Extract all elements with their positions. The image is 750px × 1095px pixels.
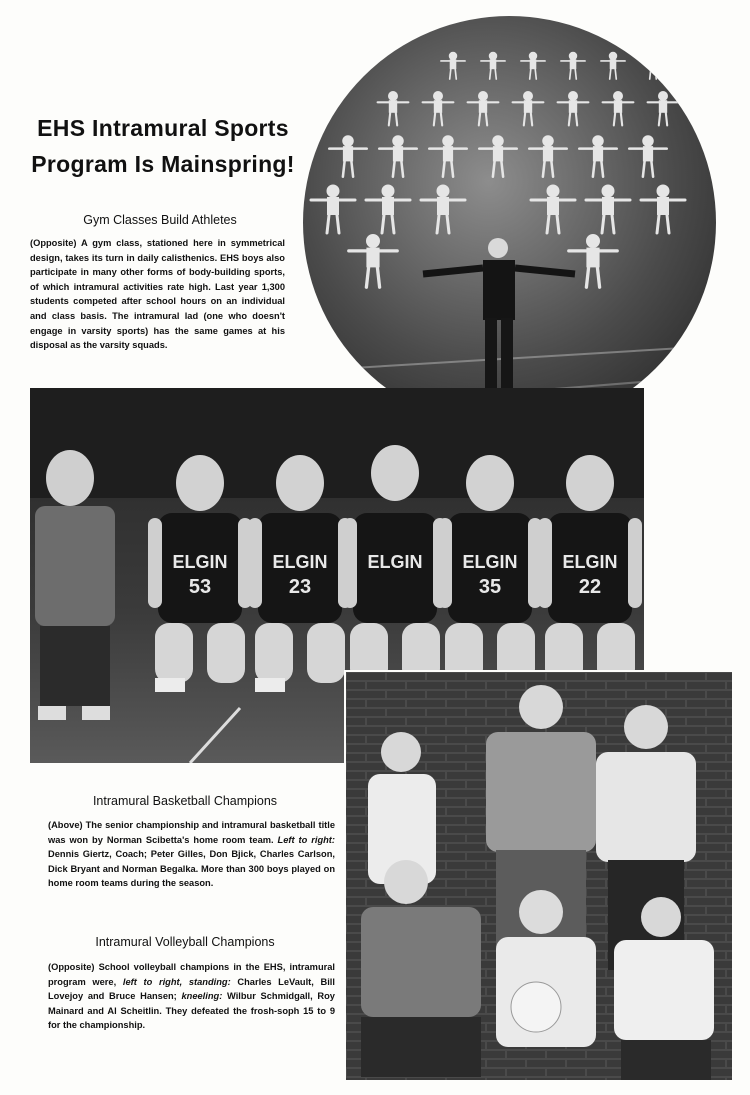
basketball-caption-intro: (Above) The senior championship and intramural basketball title was won by Norman Scibetta's home room team. xyxy=(48,820,335,845)
page-title xyxy=(18,110,308,182)
gym-student-figure xyxy=(379,137,416,177)
jersey-number: 53 xyxy=(188,576,212,598)
volleyball-caption-kneeling: Wilbur Schmidgall, Roy Mainard and Al Scheitlin. They defeated the frosh-soph 15 to 9 for the championship. xyxy=(48,991,335,1031)
jersey-number: 23 xyxy=(288,576,312,598)
gym-student-figure xyxy=(641,53,665,79)
jersey-number: 22 xyxy=(578,576,602,598)
basketball-heading: Intramural Basketball Champions xyxy=(92,794,278,808)
gym-class-illustration xyxy=(303,16,716,429)
gym-student-figure xyxy=(529,137,566,177)
jersey-lettering: ELGIN xyxy=(562,552,618,572)
instructor-figure xyxy=(423,238,575,408)
gym-student-figure xyxy=(349,236,397,288)
jersey-number: 35 xyxy=(478,576,502,598)
jersey-lettering: ELGIN xyxy=(462,552,518,572)
jersey-lettering: ELGIN xyxy=(367,552,423,572)
title-line-1: EHS Intramural Sports xyxy=(37,115,289,141)
gym-heading: Gym Classes Build Athletes xyxy=(83,213,237,227)
gym-student-figure xyxy=(569,236,617,288)
volleyball-caption-intro: (Opposite) School volleyball champions in the EHS, intramural program were, xyxy=(48,962,335,987)
gym-student-figure xyxy=(423,93,454,126)
gym-student-figure xyxy=(329,137,366,177)
gym-student-figure xyxy=(561,53,585,79)
gym-student-figure xyxy=(311,186,355,233)
gym-student-figure xyxy=(521,53,545,79)
volleyball-champions-photo xyxy=(344,670,734,1082)
gym-student-figure xyxy=(601,53,625,79)
gym-student-figure xyxy=(441,53,465,79)
gym-caption: (Opposite) A gym class, stationed here in symmetrical design, takes its turn in daily calisthenics. EHS boys also participate in many other forms of body-building sports, of which intramural activities rate high. Last year 1,300 students competed after school hours on an individual and class basis. The intramural lad (one who doesn't engage in varsity sports) has the same games at his disposal as the varsity squads. xyxy=(30,238,285,351)
volleyball-caption-standing: Charles LeVault, Bill Lovejoy and Bruce Hansen; xyxy=(48,976,335,1002)
volleyball-standing-label: left to right, standing: xyxy=(122,976,231,987)
gym-student-figure xyxy=(479,137,516,177)
volleyball-kneeling-label: kneeling: xyxy=(181,991,223,1002)
volleyball-team-illustration xyxy=(346,672,732,1080)
gym-student-figure xyxy=(429,137,466,177)
gym-class-photo xyxy=(303,16,716,429)
title-line-2: Program Is Mainspring! xyxy=(31,151,295,177)
gym-student-figure xyxy=(366,186,410,233)
gym-student-figure xyxy=(558,93,589,126)
gym-student-figure xyxy=(468,93,499,126)
volleyball-caption xyxy=(48,960,335,1033)
gym-student-figure xyxy=(531,186,575,233)
gym-student-figure xyxy=(579,137,616,177)
gym-student-figure xyxy=(481,53,505,79)
basketball-caption-names: Dennis Giertz, Coach; Peter Gilles, Don Bjick, Charles Carlson, Dick Bryant and Norman Begalka. More than 300 boys played on home room teams during the season. xyxy=(48,849,335,889)
gym-student-figure xyxy=(648,93,679,126)
jersey-lettering: ELGIN xyxy=(172,552,228,572)
gym-student-figure xyxy=(513,93,544,126)
basketball-left-to-right-label: Left to right: xyxy=(277,834,335,845)
gym-student-figure xyxy=(421,186,465,233)
gym-student-figure xyxy=(603,93,634,126)
gym-student-figure xyxy=(641,186,685,233)
basketball-caption xyxy=(48,818,335,891)
volleyball-heading: Intramural Volleyball Champions xyxy=(95,935,275,949)
jersey-lettering: ELGIN xyxy=(272,552,328,572)
gym-student-figure xyxy=(586,186,630,233)
gym-student-figure xyxy=(629,137,666,177)
gym-student-figure xyxy=(378,93,409,126)
